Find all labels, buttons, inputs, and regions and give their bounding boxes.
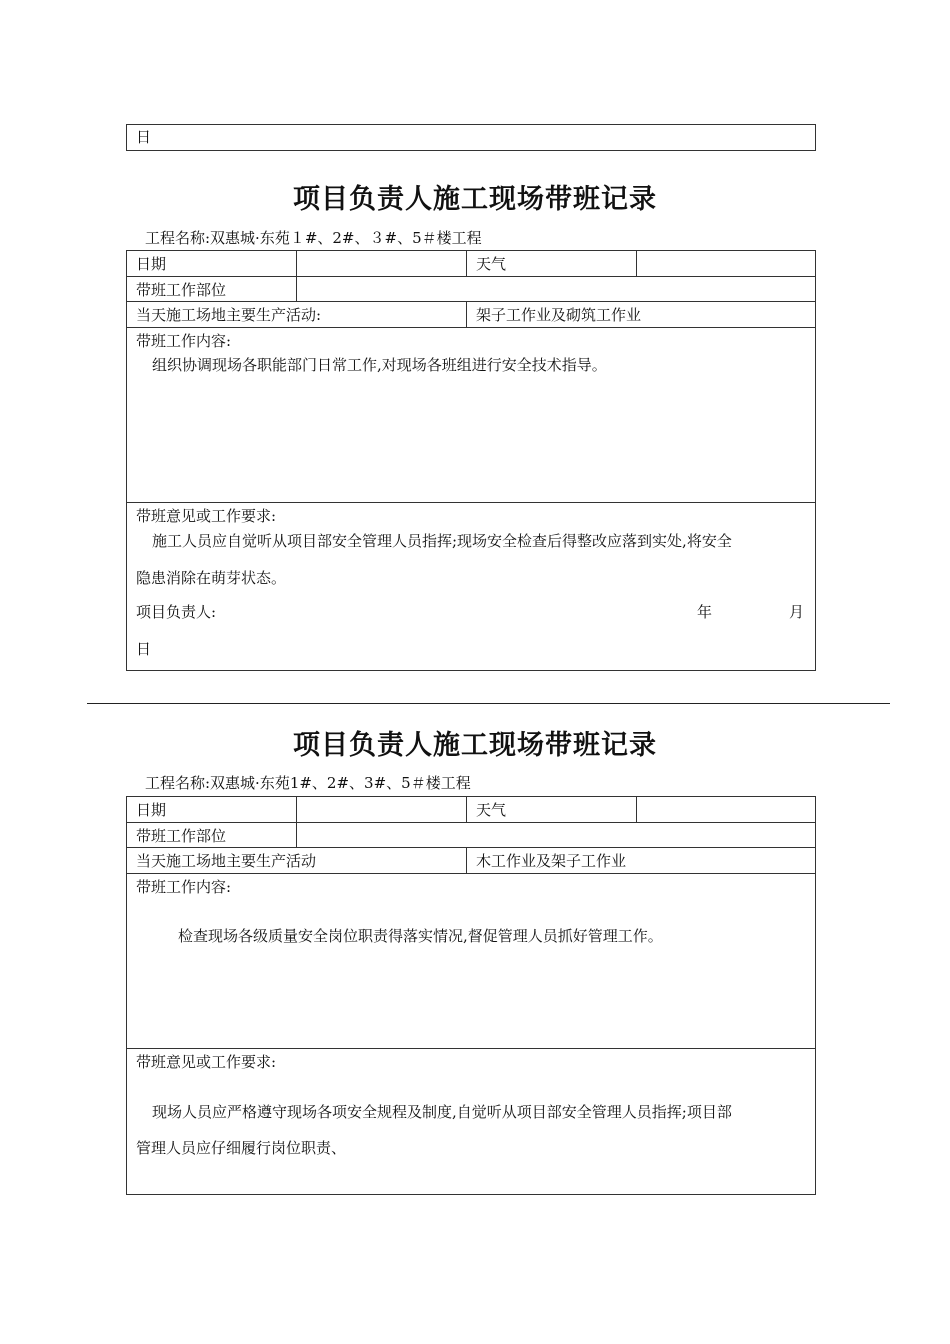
page-separator [87,703,890,704]
record-1-opinion-line-2: 隐患消除在萌芽状态。 [136,569,287,587]
record-2-opinion-label: 带班意见或工作要求: [136,1053,277,1071]
record-1-content-label: 带班工作内容: [136,332,232,350]
record-2-row-divider [126,873,816,874]
record-2-activity-value: 木工作业及架子工作业 [476,852,627,870]
record-2-row-divider [126,847,816,848]
record-1-activity-value: 架子工作业及砌筑工作业 [476,306,642,324]
record-1-year-label: 年 [697,603,713,621]
record-2-content-text: 检查现场各级质量安全岗位职责得落实情况,督促管理人员抓好管理工作。 [178,927,663,945]
record-2-activity-label: 当天施工场地主要生产活动 [136,852,317,870]
record-1-day-label: 日 [136,640,152,658]
record-2-opinion-line-2: 管理人员应仔细履行岗位职责、 [136,1139,347,1157]
record-1-activity-label: 当天施工场地主要生产活动: [136,306,322,324]
record-1-opinion-label: 带班意见或工作要求: [136,507,277,525]
record-1-opinion-line-1: 施工人员应自觉听从项目部安全管理人员指挥;现场安全检查后得整改应落到实处,将安全 [152,532,732,550]
record-2-project-name: 工程名称:双惠城·东苑1#、2#、3#、5＃楼工程 [145,774,471,792]
record-1-month-label: 月 [789,603,805,621]
record-2-col-divider [466,847,467,873]
record-1-col-divider [636,250,637,276]
record-2-row-divider [126,1048,816,1049]
record-2-col-divider [466,796,467,822]
record-1-signer-label: 项目负责人: [136,603,217,621]
record-2-weather-label: 天气 [476,801,507,819]
record-1-col-divider [296,250,297,302]
record-2-content-label: 带班工作内容: [136,878,232,896]
record-2-opinion-line-1: 现场人员应严格遵守现场各项安全规程及制度,自觉听从项目部安全管理人员指挥;项目部 [152,1103,732,1121]
record-2-col-divider [636,796,637,822]
record-2-col-divider [296,796,297,848]
record-1-weather-label: 天气 [476,255,507,273]
record-1-row-divider [126,276,816,277]
record-1-col-divider [466,250,467,276]
record-1-title: 项目负责人施工现场带班记录 [293,184,657,215]
record-1-project-name: 工程名称:双惠城·东苑１#、2#、３#、5＃楼工程 [145,229,482,247]
record-2-location-label: 带班工作部位 [136,827,227,845]
record-1-row-divider [126,502,816,503]
record-2-date-label: 日期 [136,801,167,819]
record-2-title: 项目负责人施工现场带班记录 [293,730,657,761]
record-1-row-divider [126,327,816,328]
record-1-location-label: 带班工作部位 [136,281,227,299]
record-1-content-text: 组织协调现场各职能部门日常工作,对现场各班组进行安全技术指导。 [152,356,607,374]
previous-day-label: 日 [136,128,152,146]
record-1-date-label: 日期 [136,255,167,273]
record-2-row-divider [126,822,816,823]
record-1-row-divider [126,301,816,302]
record-1-col-divider [466,301,467,327]
previous-record-fragment [126,124,816,151]
